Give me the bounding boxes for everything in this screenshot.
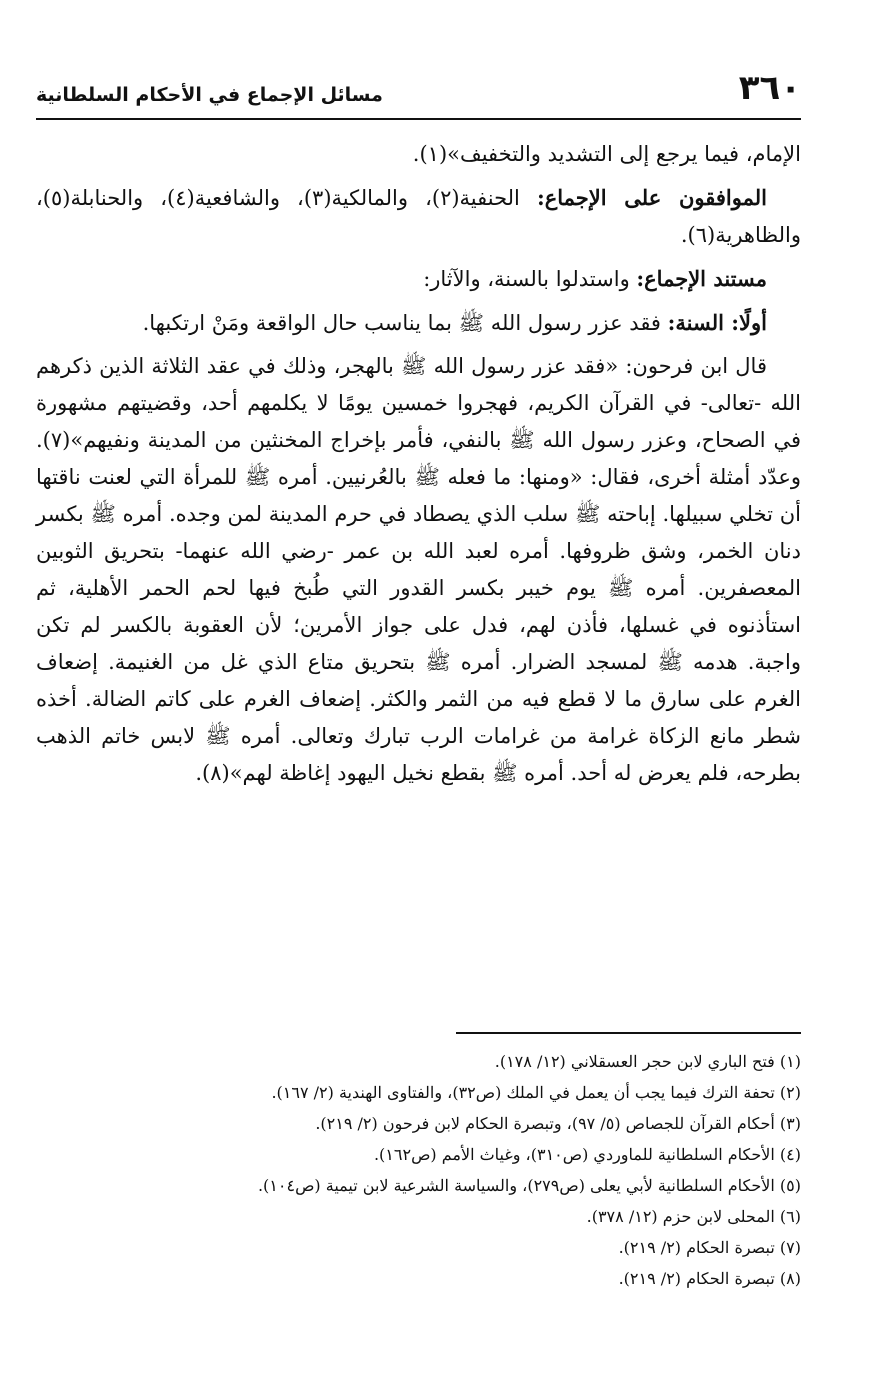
- footnote-3: (٣) أحكام القرآن للجصاص (٥/ ٩٧)، وتبصرة الحكام لابن فرحون (٢/ ٢١٩).: [315, 1114, 801, 1133]
- footnote-1: (١) فتح الباري لابن حجر العسقلاني (١٢/ ١٧٨).: [494, 1052, 801, 1071]
- page-number: ٣٦٠: [738, 68, 801, 108]
- sunnah-text: فقد عزر رسول الله ﷺ بما يناسب حال الواقعة ومَنْ ارتكبها.: [142, 311, 668, 335]
- heading-sunnah: أولًا: السنة:: [667, 310, 767, 335]
- footnote-4: (٤) الأحكام السلطانية للماوردي (ص٣١٠)، وغياث الأمم (ص١٦٢).: [373, 1145, 801, 1164]
- heading-agreeing-schools: الموافقون على الإجماع:: [536, 185, 767, 210]
- running-title: مسائل الإجماع في الأحكام السلطانية: [36, 84, 383, 106]
- heading-consensus-basis: مستند الإجماع:: [636, 266, 767, 291]
- agreeing-schools-text: الحنفية(٢)، والمالكية(٣)، والشافعية(٤)، والحنابلة(٥)، والظاهرية(٦).: [36, 186, 801, 247]
- footnote-2: (٢) تحفة الترك فيما يجب أن يعمل في الملك (ص٣٢)، والفتاوى الهندية (٢/ ١٦٧).: [271, 1083, 801, 1102]
- main-text: [36, 136, 801, 792]
- paragraph-continuation: الإمام، فيما يرجع إلى التشديد والتخفيف»(١).: [412, 142, 801, 166]
- footnote-7: (٧) تبصرة الحكام (٢/ ٢١٩).: [618, 1238, 801, 1257]
- footnote-6: (٦) المحلى لابن حزم (١٢/ ٣٧٨).: [586, 1207, 801, 1226]
- footnote-5: (٥) الأحكام السلطانية لأبي يعلى (ص٢٧٩)، والسياسة الشرعية لابن تيمية (ص١٠٤).: [257, 1176, 801, 1195]
- paragraph-sunnah: [36, 304, 801, 342]
- footnote-8: (٨) تبصرة الحكام (٢/ ٢١٩).: [618, 1269, 801, 1288]
- consensus-basis-text: واستدلوا بالسنة، والآثار:: [423, 267, 637, 291]
- footnotes: [36, 1046, 801, 1294]
- paragraph-agreeing-schools: [36, 179, 801, 254]
- paragraph-consensus-basis: [36, 260, 801, 298]
- paragraph-ibn-farhun-quote: قال ابن فرحون: «فقد عزر رسول الله ﷺ بالهجر، وذلك في عقد الثلاثة الذين ذكرهم الله -تعالى- في القرآن الكريم، فهجروا خمسين يومًا لا يكلمهم أحد، وقضيتهم مشهورة في الصحاح، وعزر رسول الله ﷺ بالنفي، فأمر بإخراج المخنثين من المدينة ونفيهم»(٧). وعدّد أمثلة أخرى، فقال: «ومنها: ما فعله ﷺ بالعُرنيين. أمره ﷺ للمرأة التي لعنت ناقتها أن تخلي سبيلها. إباحته ﷺ سلب الذي يصطاد في حرم المدينة لمن وجده. أمره ﷺ بكسر دنان الخمر، وشق ظروفها. أمره لعبد الله بن عمر -رضي الله عنهما- بتحريق الثوبين المعصفرين. أمره ﷺ يوم خيبر بكسر القدور التي طُبخ فيها لحم الحمر الأهلية، ثم استأذنوه في غسلها، فأذن لهم، فدل على جواز الأمرين؛ لأن العقوبة بالكسر لم تكن واجبة. هدمه ﷺ لمسجد الضرار. أمره ﷺ بتحريق متاع الذي غل من الغنيمة. إضعاف الغرم على سارق ما لا قطع فيه من الثمر والكثر. إضعاف الغرم على كاتم الضالة. أخذه شطر مانع الزكاة غرامة من غرامات الرب تبارك وتعالى. أمره ﷺ لابس خاتم الذهب بطرحه، فلم يعرض له أحد. أمره ﷺ بقطع نخيل اليهود إغاظة لهم»(٨).: [36, 354, 801, 785]
- footnotes-divider: [456, 1032, 801, 1034]
- page-header: [36, 68, 801, 120]
